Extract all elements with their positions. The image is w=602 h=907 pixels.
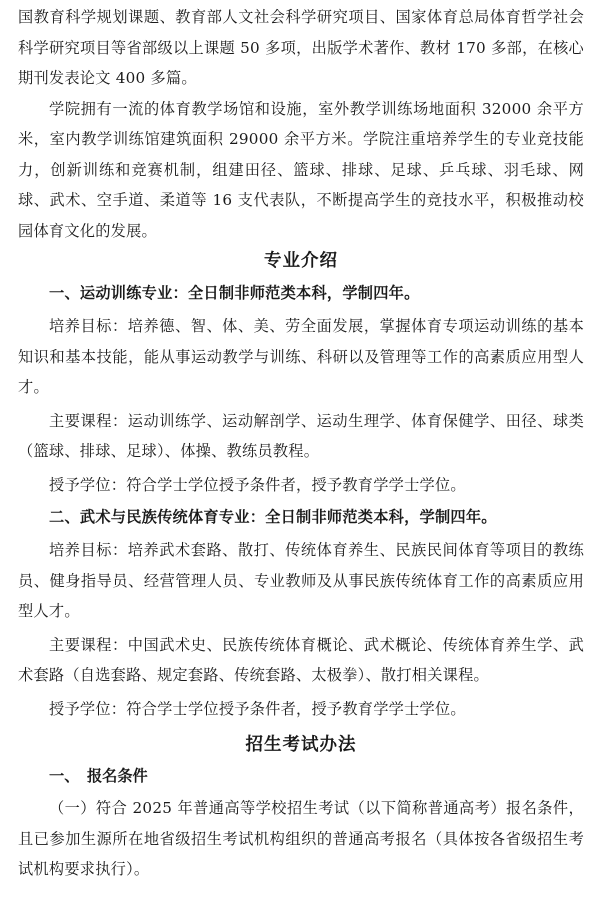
registration-paragraph: （一）符合 2025 年普通高等学校招生考试（以下简称普通高考）报名条件，且已参加生源所在地省级招生考试机构组织的普通高考报名（具体按各省级招生考试机构要求执行）。 (18, 799, 584, 878)
major-goal: 培养目标：培养武术套路、散打、传统体育养生、民族民间体育等项目的教练员、健身指导员、经营管理人员、专业教师及从事民族传统体育工作的高素质应用型人才。 (18, 541, 584, 620)
major-heading: 一、运动训练专业：全日制非师范类本科，学制四年。 (49, 284, 420, 302)
major-wushu-traditional (18, 502, 584, 724)
major-goal: 培养目标：培养德、智、体、美、劳全面发展，掌握体育专项运动训练的基本知识和基本技能，能从事运动教学与训练、科研以及管理等工作的高素质应用型人才。 (18, 317, 584, 396)
major-courses: 主要课程：中国武术史、民族传统体育概论、武术概论、传统体育养生学、武术套路（自选套路、规定套路、传统套路、太极拳）、散打相关课程。 (18, 635, 584, 684)
major-heading: 二、武术与民族传统体育专业：全日制非师范类本科，学制四年。 (49, 508, 497, 526)
major-degree: 授予学位：符合学士学位授予条件者，授予教育学学士学位。 (49, 475, 466, 494)
majors-section-title: 专业介绍 (264, 251, 338, 271)
major-courses: 主要课程：运动训练学、运动解剖学、运动生理学、体育保健学、田径、球类（篮球、排球、足球）、体操、教练员教程。 (18, 411, 584, 460)
major-degree: 授予学位：符合学士学位授予条件者，授予教育学学士学位。 (49, 699, 466, 718)
intro-paragraph-1: 国教育科学规划课题、教育部人文社会科学研究项目、国家体育总局体育哲学社会科学研究项目等省部级以上课题 50 多项，出版学术著作、教材 170 多部，在核心期刊发表论文 400 多篇。 (18, 8, 584, 87)
registration-conditions-heading: 一、 报名条件 (49, 767, 148, 785)
intro-paragraph-2: 学院拥有一流的体育教学场馆和设施，室外教学训练场地面积 32000 余平方米，室内教学训练馆建筑面积 29000 余平方米。学院注重培养学生的专业竞技能力，创新训练和竞赛机制，组建田径、篮球、排球、足球、乒乓球、羽毛球、网球、武术、空手道、柔道等 16 支代表队，不断提高学生的竞技水平，积极推动校园体育文化的发展。 (18, 99, 584, 240)
major-sports-training (18, 278, 584, 500)
exam-section-title: 招生考试办法 (245, 735, 357, 755)
